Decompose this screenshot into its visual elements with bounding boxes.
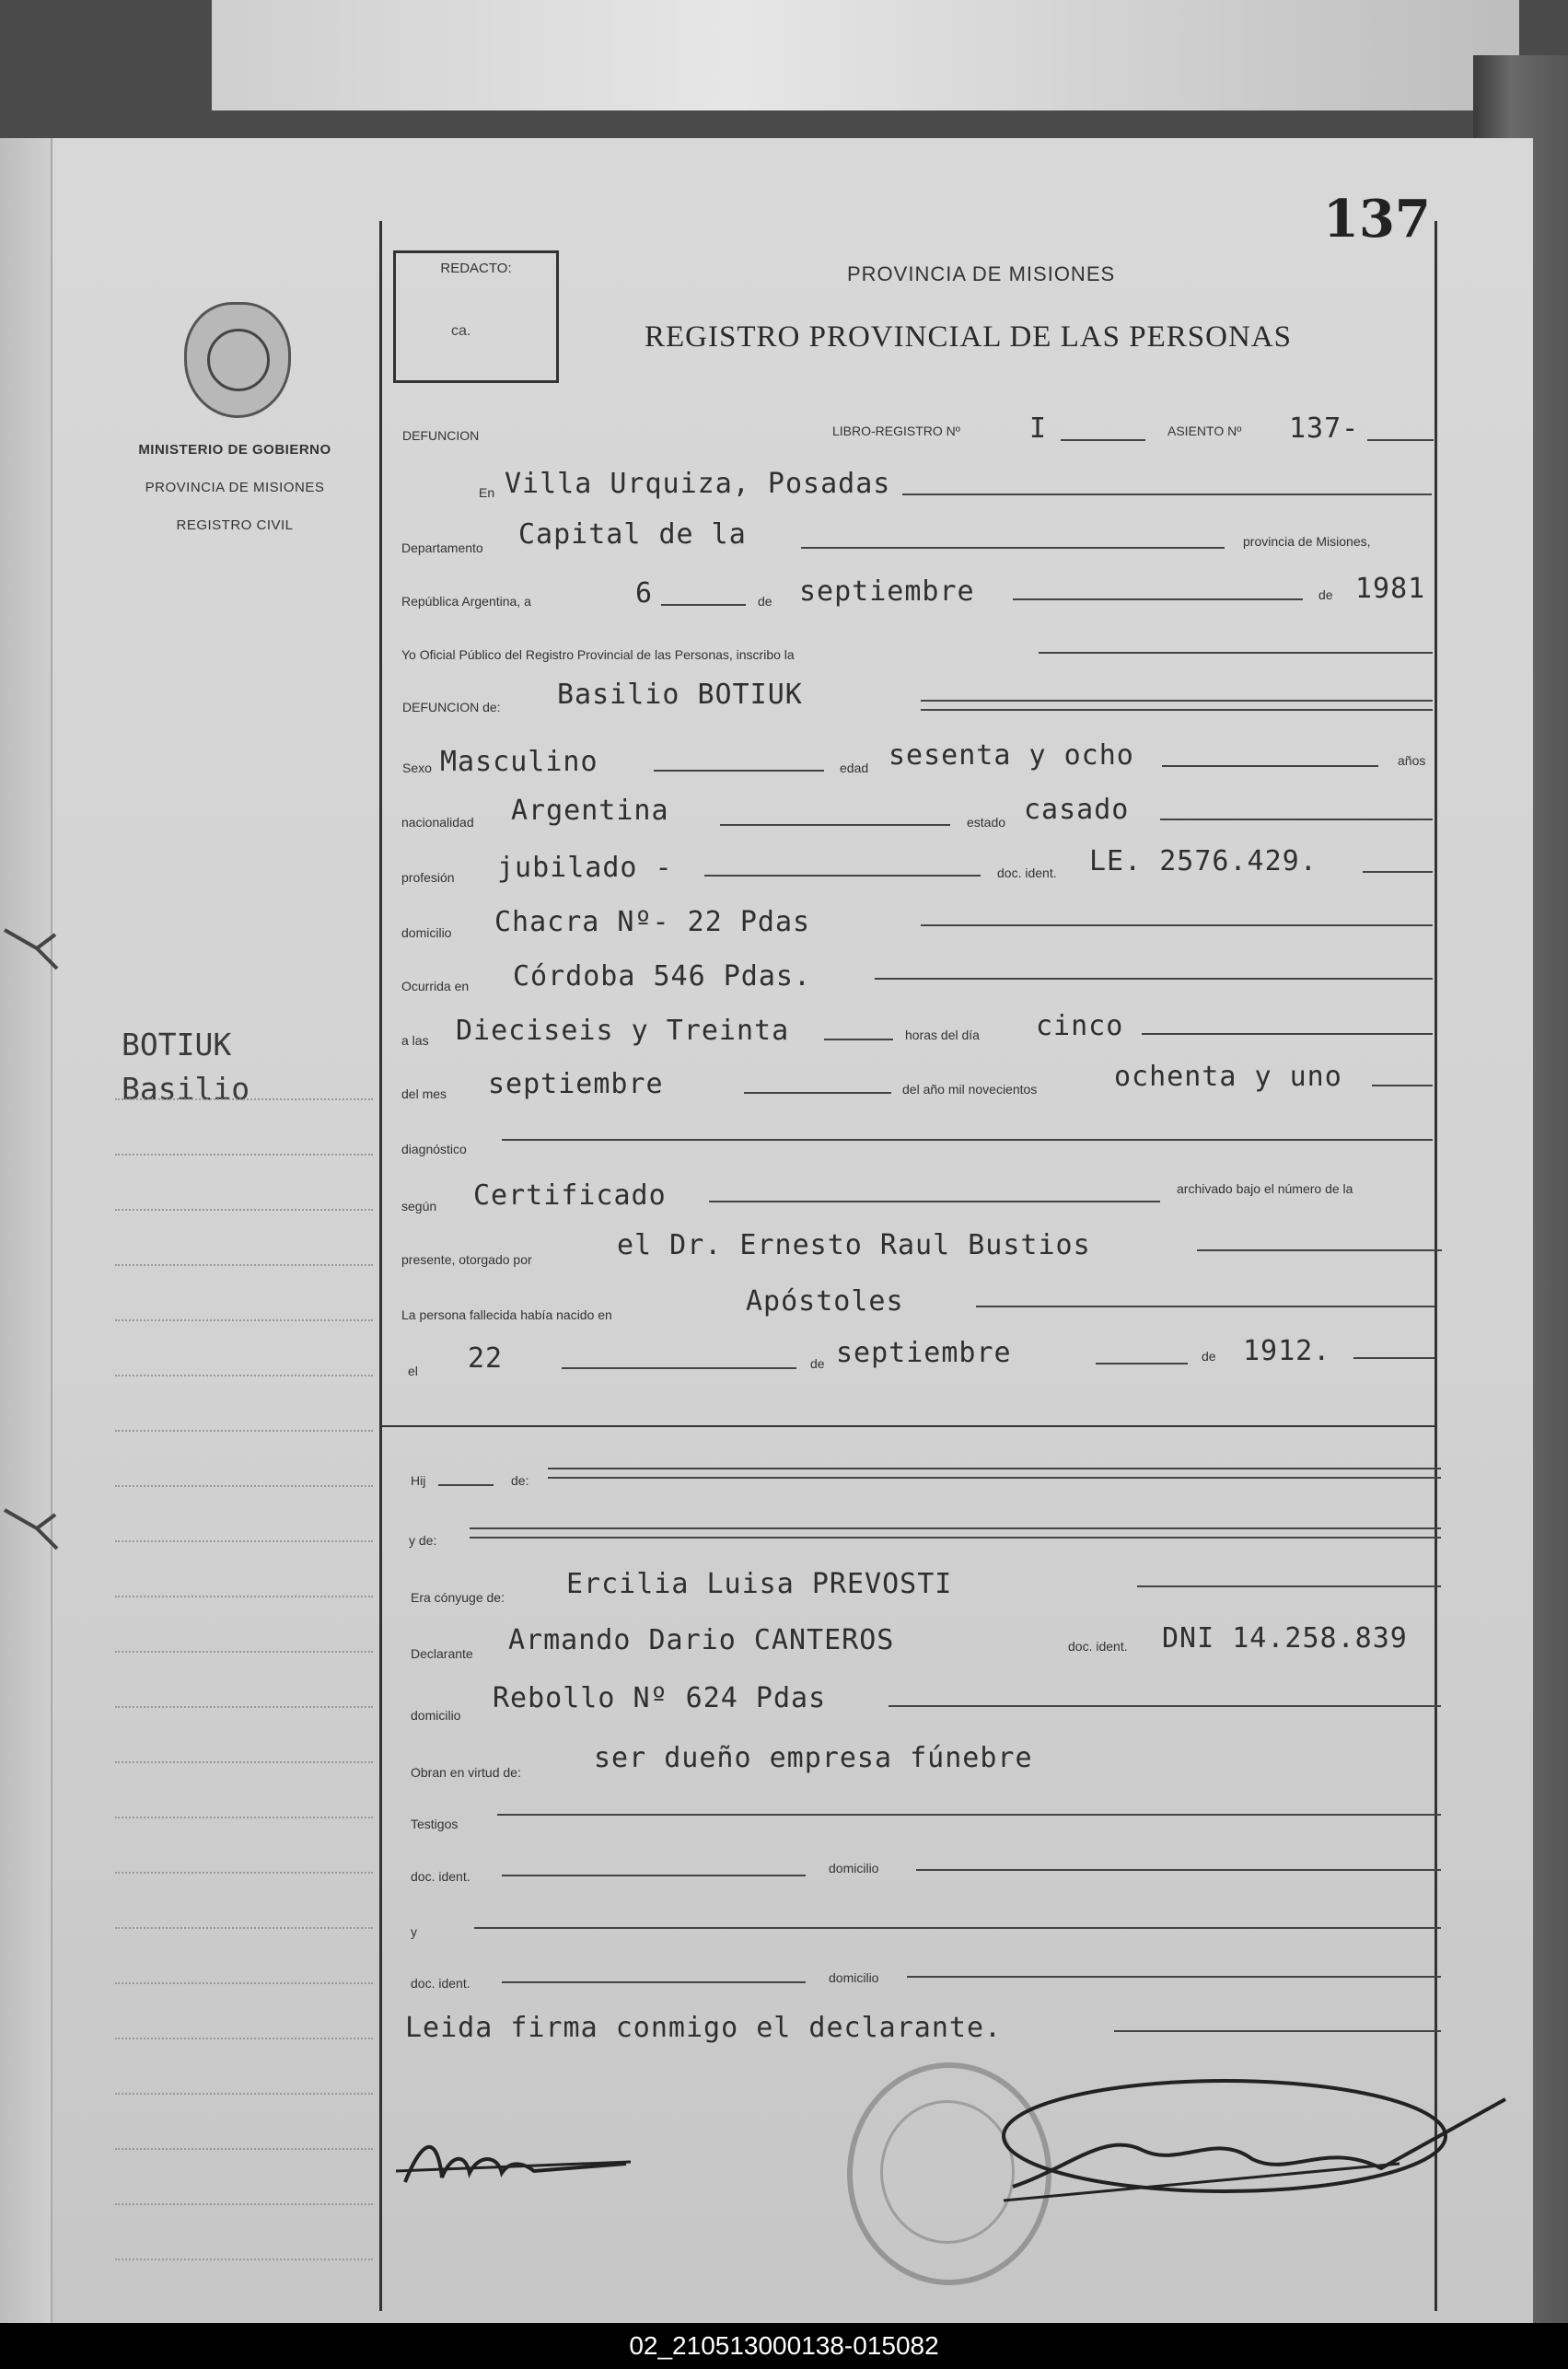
oficial-rule bbox=[1039, 652, 1433, 654]
a-las-label: a las bbox=[401, 1033, 429, 1048]
y-de-label: y de: bbox=[409, 1533, 437, 1548]
estado-rule bbox=[1160, 819, 1433, 820]
nacido-rule bbox=[976, 1306, 1434, 1307]
section-divider bbox=[379, 1425, 1436, 1427]
ministry-province: PROVINCIA DE MISIONES bbox=[145, 480, 325, 495]
nacido-label: La persona fallecida había nacido en bbox=[401, 1307, 612, 1322]
el-label: el bbox=[408, 1364, 418, 1378]
del-mes-label: del mes bbox=[401, 1086, 447, 1101]
mes-rule bbox=[1013, 598, 1303, 600]
nac-de2-label: de bbox=[1202, 1349, 1216, 1364]
nac-anio-rule bbox=[1353, 1357, 1434, 1359]
segun-value: Certificado bbox=[473, 1179, 667, 1212]
del-mes-rule bbox=[744, 1092, 891, 1094]
domicilio-label: domicilio bbox=[401, 925, 452, 940]
record-type-label: DEFUNCION bbox=[402, 428, 480, 443]
de-label-2: de bbox=[1318, 587, 1333, 602]
segun-label: según bbox=[401, 1199, 437, 1214]
t2-doc-label: doc. ident. bbox=[411, 1976, 470, 1991]
province-title: PROVINCIA DE MISIONES bbox=[847, 262, 1116, 285]
doc-value: LE. 2576.429. bbox=[1089, 845, 1318, 877]
sexo-rule bbox=[654, 770, 824, 772]
nac-de-label: de bbox=[810, 1356, 825, 1371]
page-binding bbox=[0, 138, 52, 2323]
libro-value: I bbox=[1029, 412, 1048, 445]
doc-rule bbox=[1363, 871, 1433, 873]
hij-de-rule-1 bbox=[548, 1468, 1441, 1469]
image-caption: 02_210513000138-015082 bbox=[0, 2323, 1568, 2369]
nac-mes-value: septiembre bbox=[836, 1337, 1012, 1369]
a-las-value: Dieciseis y Treinta bbox=[456, 1015, 790, 1047]
hij-label: Hij bbox=[411, 1473, 426, 1488]
form-left-border bbox=[379, 221, 382, 2311]
en-rule bbox=[902, 494, 1432, 495]
hij-de-label: de: bbox=[511, 1473, 529, 1488]
declarante-value: Armando Dario CANTEROS bbox=[508, 1624, 895, 1656]
y-label: y bbox=[411, 1924, 417, 1939]
t1-doc-rule bbox=[502, 1875, 806, 1876]
province-emblem bbox=[184, 302, 291, 418]
departamento-label: Departamento bbox=[401, 540, 483, 555]
binding-stitch-icon bbox=[0, 912, 74, 985]
closing-rule bbox=[1114, 2030, 1441, 2032]
decl-dom-rule bbox=[889, 1705, 1441, 1707]
presente-label: presente, otorgado por bbox=[401, 1252, 532, 1267]
mes-value: septiembre bbox=[799, 575, 975, 608]
nacido-value: Apóstoles bbox=[746, 1285, 904, 1318]
y-de-rule-1 bbox=[470, 1527, 1441, 1529]
y-rule bbox=[474, 1927, 1441, 1929]
form-right-border bbox=[1434, 221, 1437, 2311]
margin-surname: BOTIUK bbox=[122, 1027, 232, 1063]
ocurrida-rule bbox=[875, 978, 1433, 980]
del-mes-value: septiembre bbox=[488, 1068, 664, 1100]
anio-mil-label: del año mil novecientos bbox=[902, 1082, 1038, 1097]
sexo-label: Sexo bbox=[402, 761, 432, 775]
diagnostico-label: diagnóstico bbox=[401, 1142, 467, 1156]
obran-label: Obran en virtud de: bbox=[411, 1765, 521, 1780]
t2-dom-rule bbox=[907, 1976, 1441, 1978]
provincia-suffix: provincia de Misiones, bbox=[1243, 534, 1371, 549]
dia-rule bbox=[661, 604, 746, 606]
en-value: Villa Urquiza, Posadas bbox=[505, 468, 891, 500]
republica-label: República Argentina, a bbox=[401, 594, 531, 609]
presente-rule bbox=[1197, 1249, 1442, 1251]
de-label-1: de bbox=[758, 594, 772, 609]
anio-mil-rule bbox=[1372, 1085, 1433, 1086]
segun-rule bbox=[709, 1201, 1160, 1202]
horas-rule bbox=[1142, 1033, 1433, 1035]
registry-title: REGISTRO PROVINCIAL DE LAS PERSONAS bbox=[645, 320, 1293, 354]
decl-doc-value: DNI 14.258.839 bbox=[1162, 1622, 1408, 1655]
libro-rule bbox=[1061, 439, 1145, 441]
nac-dia-value: 22 bbox=[468, 1342, 504, 1375]
t2-doc-rule bbox=[502, 1981, 806, 1983]
t1-dom-rule bbox=[916, 1869, 1441, 1871]
nac-mes-rule bbox=[1096, 1363, 1188, 1364]
edad-value: sesenta y ocho bbox=[889, 739, 1134, 772]
doc-label: doc. ident. bbox=[997, 865, 1057, 880]
domicilio-rule bbox=[921, 924, 1433, 926]
profesion-value: jubilado - bbox=[497, 852, 673, 884]
a-las-rule bbox=[824, 1039, 893, 1040]
nac-dia-rule bbox=[562, 1367, 796, 1369]
testigos-label: Testigos bbox=[411, 1817, 459, 1831]
obran-value: ser dueño empresa fúnebre bbox=[594, 1742, 1033, 1774]
anio-mil-value: ochenta y uno bbox=[1114, 1061, 1342, 1093]
testigos-rule bbox=[497, 1814, 1441, 1816]
declarante-label: Declarante bbox=[411, 1646, 473, 1661]
ocurrida-value: Córdoba 546 Pdas. bbox=[513, 960, 812, 993]
redacto-value: ca. bbox=[451, 323, 471, 339]
decl-dom-value: Rebollo Nº 624 Pdas bbox=[493, 1682, 827, 1714]
ministry-title: MINISTERIO DE GOBIERNO bbox=[138, 442, 331, 458]
en-label: En bbox=[479, 485, 495, 500]
edad-rule bbox=[1162, 765, 1378, 767]
conyuge-value: Ercilia Luisa PREVOSTI bbox=[566, 1568, 953, 1600]
departamento-value: Capital de la bbox=[518, 518, 747, 551]
defuncion-rule-2 bbox=[921, 709, 1433, 711]
edad-label: edad bbox=[840, 761, 869, 775]
t1-dom-label: domicilio bbox=[829, 1861, 879, 1875]
decl-dom-label: domicilio bbox=[411, 1708, 461, 1723]
estado-label: estado bbox=[967, 815, 1006, 830]
departamento-rule bbox=[801, 547, 1225, 549]
archivado-label: archivado bajo el número de la bbox=[1177, 1181, 1353, 1196]
redacto-label: REDACTO: bbox=[440, 261, 512, 276]
ministry-registry: REGISTRO CIVIL bbox=[176, 517, 294, 533]
nacionalidad-value: Argentina bbox=[511, 795, 669, 827]
ocurrida-label: Ocurrida en bbox=[401, 979, 470, 993]
dia-value: 6 bbox=[635, 577, 654, 610]
asiento-value: 137- bbox=[1289, 412, 1360, 445]
t2-dom-label: domicilio bbox=[829, 1970, 879, 1985]
sexo-value: Masculino bbox=[440, 746, 598, 778]
diagnostico-rule bbox=[502, 1139, 1433, 1141]
page-number: 137 bbox=[1323, 189, 1431, 250]
anios-label: años bbox=[1398, 753, 1426, 768]
profesion-label: profesión bbox=[401, 870, 455, 885]
oficial-text: Yo Oficial Público del Registro Provincial de las Personas, inscribo la bbox=[401, 647, 795, 662]
defuncion-rule-1 bbox=[921, 700, 1433, 702]
nacionalidad-rule bbox=[720, 824, 950, 826]
declarant-signature bbox=[396, 2127, 635, 2201]
hij-rule bbox=[438, 1484, 494, 1486]
decl-doc-label: doc. ident. bbox=[1068, 1639, 1128, 1654]
horas-label: horas del día bbox=[905, 1028, 980, 1042]
domicilio-value: Chacra Nº- 22 Pdas bbox=[494, 906, 811, 938]
presente-value: el Dr. Ernesto Raul Bustios bbox=[617, 1229, 1091, 1261]
margin-firstname: Basilio bbox=[122, 1071, 250, 1107]
officer-signature bbox=[994, 2076, 1510, 2224]
defuncion-de-value: Basilio BOTIUK bbox=[557, 679, 803, 711]
plastic-sleeve bbox=[212, 0, 1519, 110]
defuncion-de-label: DEFUNCION de: bbox=[402, 700, 501, 714]
redacto-box bbox=[393, 250, 559, 383]
closing-statement: Leida firma conmigo el declarante. bbox=[405, 2012, 1003, 2044]
asiento-rule bbox=[1367, 439, 1434, 441]
nacionalidad-label: nacionalidad bbox=[401, 815, 474, 830]
hij-de-rule-2 bbox=[548, 1477, 1441, 1479]
conyuge-rule bbox=[1137, 1585, 1441, 1587]
conyuge-label: Era cónyuge de: bbox=[411, 1590, 505, 1605]
t1-doc-label: doc. ident. bbox=[411, 1869, 470, 1884]
horas-value: cinco bbox=[1036, 1010, 1124, 1042]
libro-label: LIBRO-REGISTRO Nº bbox=[832, 424, 960, 438]
estado-value: casado bbox=[1024, 794, 1130, 826]
binding-stitch-icon bbox=[0, 1492, 74, 1565]
anio-value: 1981 bbox=[1355, 573, 1426, 605]
y-de-rule-2 bbox=[470, 1537, 1441, 1539]
asiento-label: ASIENTO Nº bbox=[1167, 424, 1242, 438]
profesion-rule bbox=[704, 875, 981, 877]
nac-anio-value: 1912. bbox=[1243, 1335, 1331, 1367]
